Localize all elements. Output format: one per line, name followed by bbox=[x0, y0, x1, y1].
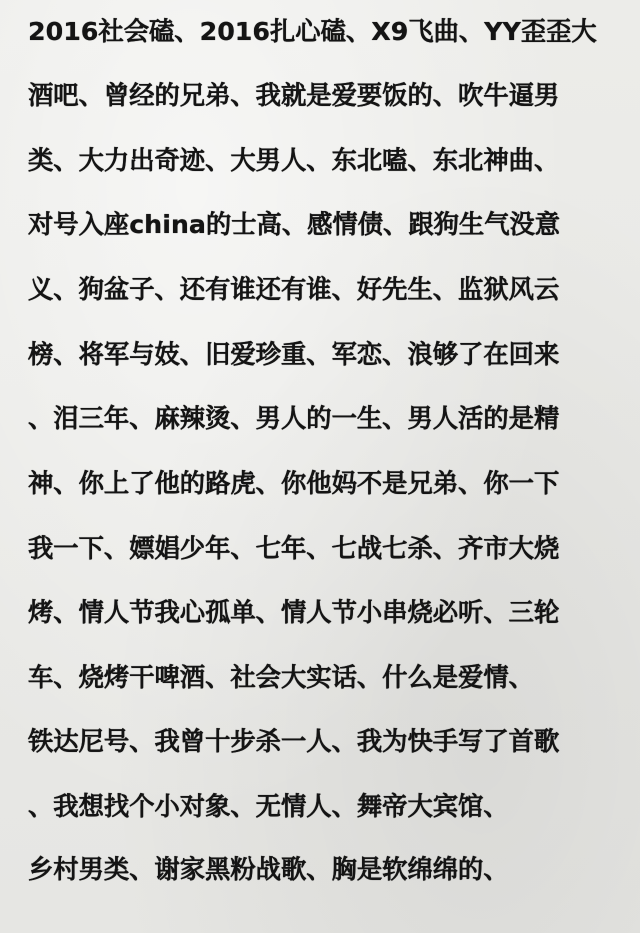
text-line-13: 、我想找个小对象、无情人、舞帝大宾馆、 bbox=[28, 792, 509, 821]
text-line-3: 类、大力出奇迹、大男人、东北嗑、东北神曲、 bbox=[28, 146, 560, 175]
text-line-10: 烤、情人节我心孤单、情人节小串烧必听、三轮 bbox=[28, 598, 560, 627]
text-line-4: 对号入座china的士高、感情债、跟狗生气没意 bbox=[28, 210, 561, 239]
text-line-14: 乡村男类、谢家黑粉战歌、胸是软绵绵的、 bbox=[28, 855, 509, 884]
text-line-6: 榜、将军与妓、旧爱珍重、军恋、浪够了在回来 bbox=[28, 340, 560, 369]
text-line-5: 义、狗盆子、还有谁还有谁、好先生、监狱风云 bbox=[28, 275, 560, 304]
text-line-9: 我一下、嫖娼少年、七年、七战七杀、齐市大烧 bbox=[28, 534, 560, 563]
text-line-11: 车、烧烤干啤酒、社会大实话、什么是爱情、 bbox=[28, 663, 534, 692]
text-line-2: 酒吧、曾经的兄弟、我就是爱要饭的、吹牛逼男 bbox=[28, 81, 560, 110]
text-line-12: 铁达尼号、我曾十步杀一人、我为快手写了首歌 bbox=[28, 727, 560, 756]
text-line-1: 2016社会磕、2016扎心磕、X9飞曲、YY歪歪大 bbox=[28, 17, 597, 46]
text-line-7: 、泪三年、麻辣烫、男人的一生、男人活的是精 bbox=[28, 404, 560, 433]
text-line-8: 神、你上了他的路虎、你他妈不是兄弟、你一下 bbox=[28, 469, 560, 498]
